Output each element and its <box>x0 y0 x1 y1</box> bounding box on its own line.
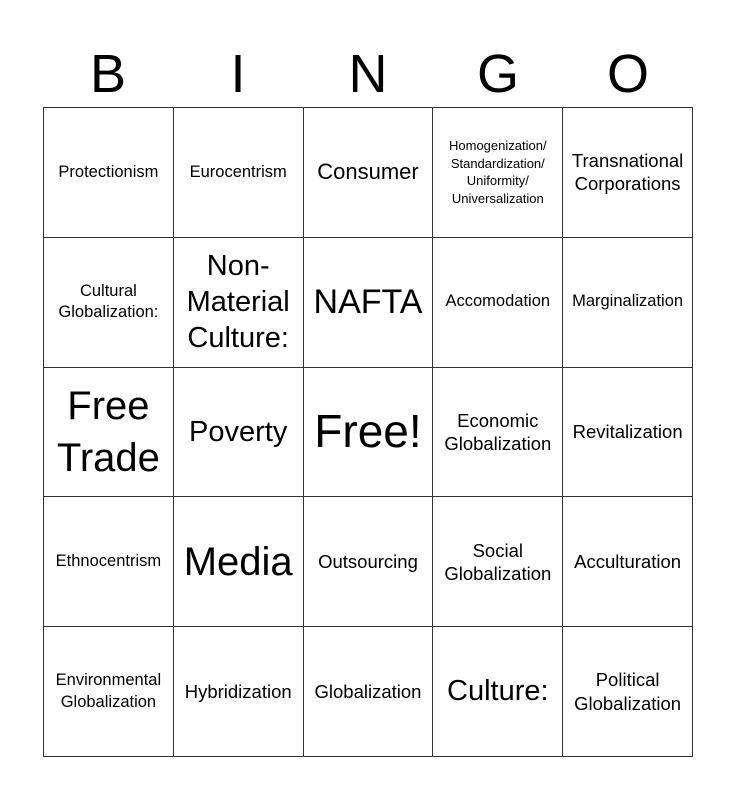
bingo-cell[interactable] <box>563 627 693 757</box>
bingo-cell[interactable] <box>44 108 174 238</box>
bingo-cell[interactable] <box>44 238 174 368</box>
bingo-board <box>43 107 693 757</box>
cell-label: Hybridization <box>184 681 292 703</box>
cell-label: Cultural Globalization: <box>58 281 159 322</box>
bingo-cell[interactable] <box>44 627 174 757</box>
free-space-label: Free! <box>314 405 422 458</box>
bingo-cell[interactable] <box>304 627 434 757</box>
bingo-cell[interactable] <box>563 368 693 498</box>
cell-label: Outsourcing <box>318 551 418 573</box>
cell-label: Social Globalization <box>444 539 552 584</box>
cell-label: Eurocentrism <box>189 162 287 181</box>
cell-label: Revitalization <box>572 421 683 443</box>
cell-label: Ethnocentrism <box>55 552 162 571</box>
bingo-cell[interactable] <box>44 368 174 498</box>
cell-label: Accomodation <box>445 292 551 311</box>
bingo-cell[interactable] <box>174 108 304 238</box>
cell-label: NAFTA <box>313 282 423 321</box>
cell-label: Culture: <box>447 675 549 708</box>
header-letter-o: O <box>606 44 649 104</box>
cell-label: Consumer <box>317 159 419 185</box>
cell-label: Media <box>183 539 293 584</box>
bingo-cell[interactable] <box>433 108 563 238</box>
cell-label: Marginalization <box>572 292 684 311</box>
bingo-cell[interactable] <box>174 238 304 368</box>
bingo-cell[interactable] <box>563 238 693 368</box>
bingo-cell[interactable] <box>563 497 693 627</box>
bingo-cell[interactable] <box>174 497 304 627</box>
cell-label: Protectionism <box>58 162 159 181</box>
cell-label: Economic Globalization <box>444 409 552 454</box>
bingo-cell[interactable] <box>433 238 563 368</box>
cell-label: Free Trade <box>56 383 160 480</box>
bingo-cell[interactable] <box>433 368 563 498</box>
bingo-cell[interactable] <box>304 238 434 368</box>
bingo-header <box>43 44 693 104</box>
bingo-cell[interactable] <box>44 497 174 627</box>
cell-label: Globalization <box>314 681 422 703</box>
cell-label: Homogenization/ Standardization/ Uniformity/ Universalization <box>449 138 547 206</box>
cell-label: Poverty <box>189 415 288 448</box>
bingo-cell[interactable] <box>174 627 304 757</box>
bingo-cell[interactable] <box>304 108 434 238</box>
cell-label: Environmental Globalization <box>55 671 162 711</box>
header-letter-b: B <box>89 44 127 104</box>
header-letter-i: I <box>230 44 246 104</box>
bingo-cell[interactable] <box>174 368 304 498</box>
bingo-cell[interactable] <box>304 497 434 627</box>
cell-label: Acculturation <box>574 551 682 573</box>
header-letter-n: N <box>348 44 388 104</box>
cell-label: Non-Material Culture: <box>186 249 290 355</box>
bingo-cell[interactable] <box>433 627 563 757</box>
bingo-cell[interactable] <box>433 497 563 627</box>
cell-label: Political Globalization <box>574 669 682 714</box>
cell-label: Transnational Corporations <box>571 150 684 195</box>
free-space-cell[interactable] <box>304 368 434 498</box>
bingo-cell[interactable] <box>563 108 693 238</box>
header-letter-g: G <box>476 44 519 104</box>
